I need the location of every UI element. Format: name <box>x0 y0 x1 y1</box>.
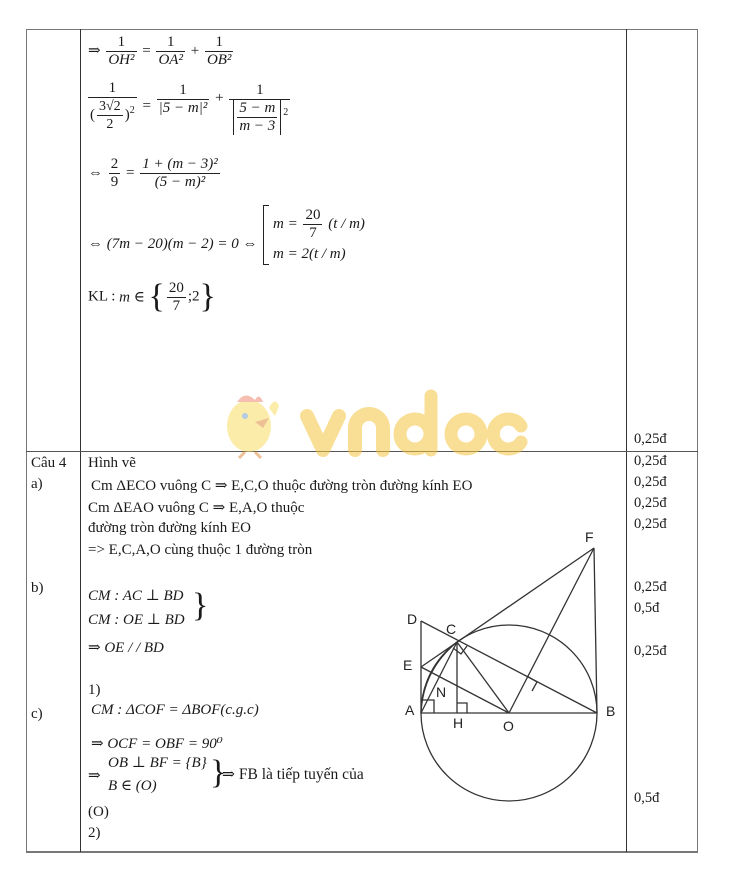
part-b-line: CM : AC ⊥ BD <box>88 588 184 604</box>
fraction: $\frac{1}{\text{OA²}}$ <box>158 34 183 68</box>
score: 0,25đ <box>634 495 667 511</box>
fraction: 1 $\frac{5 - m}{m - 3}$ $^2$ <box>229 82 290 135</box>
brace-icon: } <box>210 754 227 791</box>
fraction: $\frac{1}{\text{|5 − m|²}}$ <box>158 82 208 116</box>
part-c-line: ⇒ FB là tiếp tuyến của <box>222 766 364 783</box>
part-b-line: CM : OE ⊥ BD <box>88 612 185 628</box>
score-row1: 0,25đ <box>634 431 667 447</box>
part-b-line: ⇒ OE / / BD <box>88 640 164 656</box>
fraction: $\frac{2}{9}$ <box>110 156 119 190</box>
part-c-line: ⇒ OCF = OBF = 90⁰ <box>91 736 223 752</box>
score: 0,25đ <box>634 453 667 469</box>
part-c-line: CM : ΔCOF = ΔBOF(c.g.c) <box>91 702 259 718</box>
label-O: O <box>503 718 514 734</box>
fraction: 1 ( $\frac{3√2}{2}$ )$^2$ <box>90 80 135 132</box>
fraction: $\frac{1}{\text{OH²}}$ <box>108 34 135 68</box>
part-c-line: (O) <box>88 804 109 820</box>
score: 0,5đ <box>634 600 660 616</box>
part-c-line: OB ⊥ BF = {B} <box>108 755 207 771</box>
eq-line-4: ⇔ (7m − 20)(m − 2) = 0 ⇔ m = $\frac{20}{7}$ (t / m) m = 2(t / m) <box>88 205 365 265</box>
score: 0,25đ <box>634 579 667 595</box>
conclusion-line: KL : m ∈ { $\frac{20}{7}$ ;2} <box>88 278 216 315</box>
label-H: H <box>453 715 464 731</box>
score: 0,25đ <box>634 516 667 532</box>
part-a-label: a) <box>31 476 43 492</box>
part-c-label: c) <box>31 706 43 722</box>
label-N: N <box>436 684 447 700</box>
part-c-line: B ∈ (O) <box>108 778 157 794</box>
part-a-line: Hình vẽ <box>88 455 136 471</box>
part-c-line: 2) <box>88 825 101 841</box>
label-D: D <box>407 611 418 627</box>
part-a-line: Cm ΔEAO vuông C ⇒ E,A,O thuộc <box>88 500 305 516</box>
part-a-line: đường tròn đường kính EO <box>88 520 251 536</box>
label-F: F <box>585 529 594 545</box>
fraction: $\frac{1}{\text{OB²}}$ <box>206 34 232 68</box>
question-label: Câu 4 <box>31 455 67 471</box>
brace-icon: } <box>192 587 209 624</box>
part-c-line: 1) <box>88 682 101 698</box>
part-a-line: => E,C,A,O cùng thuộc 1 đường tròn <box>88 542 313 558</box>
score: 0,5đ <box>634 790 660 806</box>
implies-symbol: ⇒ <box>88 768 101 784</box>
eq-line-1: ⇒ $\frac{1}{\text{OH²}}$ = $\frac{1}{\text{OA²}}$ + $\frac{1}{\text{OB²}}$ <box>88 34 232 68</box>
part-a-line: Cm ΔECO vuông C ⇒ E,C,O thuộc đường tròn đường kính EO <box>91 478 473 494</box>
eq-line-3: ⇔ $\frac{2}{9}$ = $\frac{\text{1 + (m − 3)²}}{\text{(5 − m)²}}$ <box>88 156 218 190</box>
label-A: A <box>405 702 415 718</box>
label-B: B <box>606 703 616 719</box>
label-C: C <box>446 621 457 637</box>
eq-line-2: 1 ( $\frac{3√2}{2}$ )$^2$ = $\frac{1}{\text{|5 − m|²}}$ + 1 $\frac{5 - m}{m - 3}$ $^2$ <box>90 80 289 134</box>
score: 0,25đ <box>634 474 667 490</box>
implies-symbol: ⇒ <box>88 42 101 59</box>
fraction: $\frac{\text{1 + (m − 3)²}}{\text{(5 − m)²}}$ <box>142 156 218 190</box>
part-b-label: b) <box>31 580 44 596</box>
label-E: E <box>403 657 413 673</box>
score: 0,25đ <box>634 643 667 659</box>
